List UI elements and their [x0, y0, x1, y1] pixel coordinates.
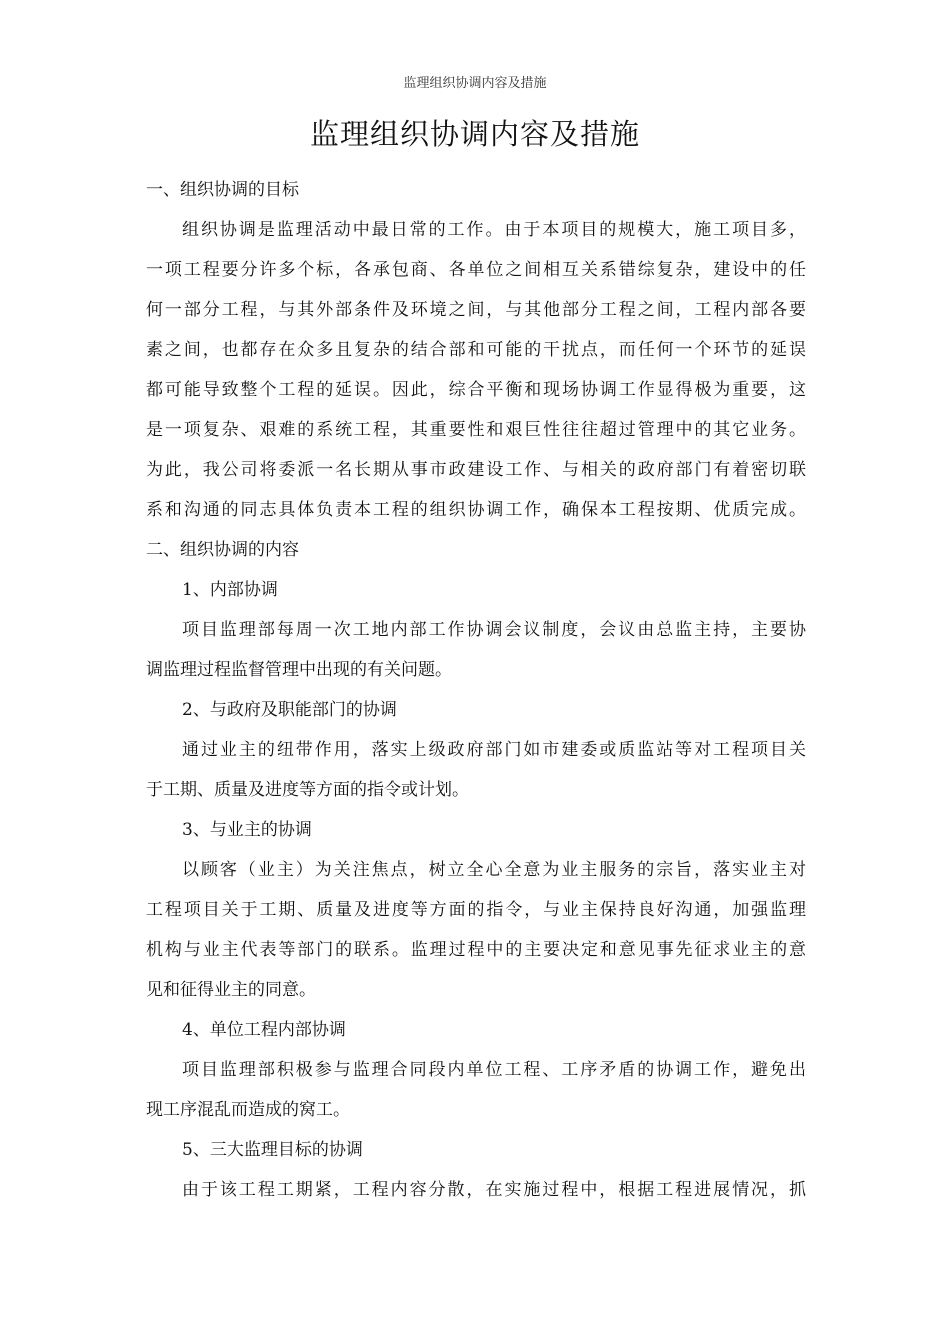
subsection-heading: 1、内部协调: [182, 580, 278, 600]
paragraph-line: 于工期、质量及进度等方面的指令或计划。: [146, 780, 469, 800]
running-header: 监理组织协调内容及措施: [403, 76, 547, 91]
paragraph-line: 组织协调是监理活动中最日常的工作。由于本项目的规模大，施工项目多，: [182, 220, 806, 240]
document-title: 监理组织协调内容及措施: [309, 117, 640, 151]
paragraph-line: 通过业主的纽带作用，落实上级政府部门如市建委或质监站等对工程项目关: [182, 740, 806, 760]
paragraph-line: 素之间，也都存在众多且复杂的结合部和可能的干扰点，而任何一个环节的延误: [146, 340, 806, 360]
section-heading: 二、组织协调的内容: [146, 540, 299, 560]
paragraph-line: 项目监理部每周一次工地内部工作协调会议制度，会议由总监主持，主要协: [182, 620, 806, 640]
subsection-heading: 4、单位工程内部协调: [182, 1020, 346, 1040]
paragraph-line: 一项工程要分许多个标，各承包商、各单位之间相互关系错综复杂，建设中的任: [146, 260, 806, 280]
paragraph-line: 是一项复杂、艰难的系统工程，其重要性和艰巨性往往超过管理中的其它业务。: [146, 420, 806, 440]
paragraph-line: 何一部分工程，与其外部条件及环境之间，与其他部分工程之间，工程内部各要: [146, 300, 806, 320]
paragraph-line: 现工序混乱而造成的窝工。: [146, 1100, 350, 1120]
paragraph-line: 系和沟通的同志具体负责本工程的组织协调工作，确保本工程按期、优质完成。: [146, 500, 806, 520]
paragraph-line: 都可能导致整个工程的延误。因此，综合平衡和现场协调工作显得极为重要，这: [146, 380, 806, 400]
paragraph-line: 项目监理部积极参与监理合同段内单位工程、工序矛盾的协调工作，避免出: [182, 1060, 806, 1080]
paragraph-line: 调监理过程监督管理中出现的有关问题。: [146, 660, 452, 680]
paragraph-line: 机构与业主代表等部门的联系。监理过程中的主要决定和意见事先征求业主的意: [146, 940, 806, 960]
section-heading: 一、组织协调的目标: [146, 180, 299, 200]
subsection-heading: 3、与业主的协调: [182, 820, 312, 840]
paragraph-line: 由于该工程工期紧，工程内容分散，在实施过程中，根据工程进展情况，抓: [182, 1180, 806, 1200]
paragraph-line: 见和征得业主的同意。: [146, 980, 316, 1000]
paragraph-line: 为此，我公司将委派一名长期从事市政建设工作、与相关的政府部门有着密切联: [146, 460, 806, 480]
document-body: [146, 170, 806, 1210]
paragraph-line: 以顾客（业主）为关注焦点，树立全心全意为业主服务的宗旨，落实业主对: [182, 860, 806, 880]
paragraph-line: 工程项目关于工期、质量及进度等方面的指令，与业主保持良好沟通，加强监理: [146, 900, 806, 920]
subsection-heading: 5、三大监理目标的协调: [182, 1140, 363, 1160]
subsection-heading: 2、与政府及职能部门的协调: [182, 700, 397, 720]
